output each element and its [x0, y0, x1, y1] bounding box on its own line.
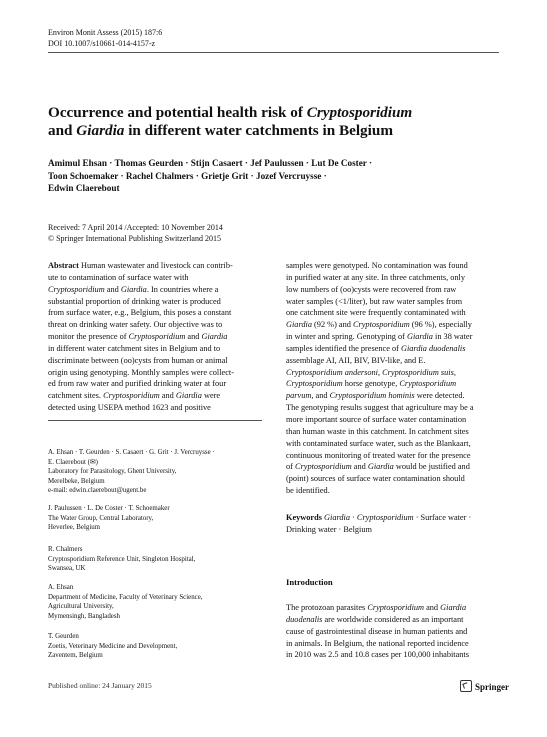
text-line: be identified.	[286, 486, 330, 496]
affiliation-line: Agricultural University,	[48, 603, 114, 611]
abstract-right	[286, 260, 500, 536]
affiliation-block	[48, 504, 262, 533]
introduction-text	[286, 602, 500, 661]
article-title: Occurrence and potential health risk of Cryptosporidium and Giardia in different water catchments in Belgium	[48, 104, 413, 139]
published-online: Published online: 24 January 2015	[48, 681, 152, 690]
text-line: Cryptosporidium horse genotype, Cryptosporidium	[286, 379, 457, 389]
keywords-label: Keywords	[286, 512, 322, 522]
text-line: Cryptosporidium andersoni, Cryptosporidium suis,	[286, 367, 456, 377]
text-line: (point) sources of surface water contamination should	[286, 474, 465, 484]
text-line: in 2010 was 2.5 and 10.8 cases per 100,000 inhabitants	[286, 650, 469, 660]
publisher-name: Springer	[475, 682, 510, 692]
authors-line: Toon Schoemaker · Rachel Chalmers · Grietje Grit · Jozef Vercruysse ·	[48, 170, 327, 181]
author-list	[48, 157, 468, 195]
keywords-line: Drinking water · Belgium	[286, 524, 372, 534]
affiliation-line: Heverlee, Belgium	[48, 524, 101, 532]
affiliation-line: A. Ehsan	[48, 584, 74, 591]
text-line: cause of gastrointestinal disease in human patients and	[286, 626, 468, 636]
affiliation-line: E. Claerebout (✉)	[48, 458, 98, 466]
copyright: © Springer International Publishing Switzerland 2015	[48, 234, 221, 243]
text-line: Cryptosporidium and Giardia. In countries where a	[48, 284, 219, 294]
text-line: discriminate between (oo)cysts from human or animal	[48, 355, 228, 365]
text-line: with contaminated surface water, such as the Blankaart,	[286, 438, 471, 448]
text-line: The protozoan parasites Cryptosporidium and Giardia	[286, 603, 467, 612]
affiliation-line: e-mail: edwin.claerebout@ugent.be	[48, 487, 147, 495]
text-line: origin using genotyping. Monthly samples were collect-	[48, 367, 234, 377]
springer-logo-icon	[460, 680, 472, 692]
text-line: duodenalis are worldwide considered as an important	[286, 614, 464, 624]
text-line: substantial proportion of drinking water is produced	[48, 296, 221, 306]
abstract-left-lines	[48, 272, 262, 414]
text-line: assemblage AI, AII, BIV, BIV-like, and E.	[286, 355, 426, 365]
text-line: monitor the presence of Cryptosporidium and Giardia	[48, 332, 228, 342]
text-line: more important source of surface water contamination	[286, 414, 467, 424]
affiliation-block	[48, 545, 262, 574]
affiliation-block	[48, 583, 262, 621]
article-dates	[48, 222, 223, 244]
text-line: of Cryptosporidium and Giardia would be justified and	[286, 462, 470, 472]
affiliation-line: Laboratory for Parasitology, Ghent University,	[48, 468, 177, 476]
text-line: threat on drinking water safety. Our objective was to	[48, 320, 223, 330]
abstract-label: Abstract	[48, 261, 79, 270]
publisher-mark	[460, 680, 509, 692]
journal-header	[48, 27, 162, 49]
abstract-line: Abstract Human wastewater and livestock can contrib-	[48, 261, 233, 270]
affiliation-line: A. Ehsan · T. Geurden · S. Casaert · G. Grit · J. Vercruysse ·	[48, 449, 215, 456]
text-line: water samples (<1/liter), but raw water samples from	[286, 296, 463, 306]
text-line: ed from raw water and purified drinking water at four	[48, 379, 227, 389]
affiliation-line: J. Paulussen · L. De Coster · T. Schoemaker	[48, 505, 170, 512]
text-line: in winter and spring. Genotyping of Giardia in 38 water	[286, 332, 473, 342]
affiliation-rule	[48, 420, 262, 421]
abstract-left	[48, 260, 262, 414]
affiliation-line: Merelbeke, Belgium	[48, 477, 105, 485]
authors-line: Edwin Claerebout	[48, 183, 120, 194]
text-line: samples were genotyped. No contamination was found	[286, 261, 468, 270]
affiliation-line: Mymensingh, Bangladesh	[48, 612, 120, 620]
affiliation-block	[48, 448, 262, 496]
text-line: continuous monitoring of treated water for the presence	[286, 450, 471, 460]
abstract-right-lines	[286, 260, 500, 497]
text-line: ute to contamination of surface water with	[48, 272, 189, 282]
text-line: samples identified the presence of Giardia duodenalis	[286, 343, 466, 353]
affiliation-line: T. Geurden	[48, 633, 79, 640]
text-line: Giardia (92 %) and Cryptosporidium (96 %), especially	[286, 320, 472, 330]
affiliation-line: Swansea, UK	[48, 565, 86, 573]
authors-line: Amimul Ehsan · Thomas Geurden · Stijn Casaert · Jef Paulussen · Lut De Coster ·	[48, 158, 373, 168]
header-rule	[48, 52, 499, 53]
affiliation-line: Zoetis, Veterinary Medicine and Development,	[48, 642, 178, 650]
keywords-line: Keywords Giardia · Cryptosporidium · Surface water ·	[286, 512, 472, 522]
affiliation-line: Cryptosporidium Reference Unit, Singleton Hospital,	[48, 555, 196, 563]
affiliation-block	[48, 632, 262, 661]
text-line: than human waste in this catchment. In catchment sites	[286, 426, 469, 436]
introduction-heading: Introduction	[286, 577, 333, 587]
received-accepted: Received: 7 April 2014 /Accepted: 10 November 2014	[48, 223, 223, 232]
affiliation-line: Zaventem, Belgium	[48, 652, 103, 660]
text-line: one catchment site were frequently contaminated with	[286, 308, 466, 318]
text-line: low numbers of (oo)cysts were recovered from raw	[286, 284, 457, 294]
text-line: detected using USEPA method 1623 and positive	[48, 403, 211, 413]
text-line: catchment sites. Cryptosporidium and Giardia were	[48, 391, 221, 401]
text-line: in different water catchment sites in Belgium and to	[48, 343, 221, 353]
text-line: from surface water, e.g., Belgium, this poses a constant	[48, 308, 232, 318]
journal-citation: Environ Monit Assess (2015) 187:6	[48, 28, 163, 37]
text-line: in animals. In Belgium, the national reported incidence	[286, 638, 469, 648]
text-line: parvum, and Cryptosporidium hominis were detected.	[286, 391, 465, 401]
text-line: The genotyping results suggest that agriculture may be a	[286, 403, 474, 413]
affiliation-line: Department of Medicine, Faculty of Veterinary Science,	[48, 593, 203, 601]
affiliation-line: The Water Group, Central Laboratory,	[48, 514, 154, 522]
doi: DOI 10.1007/s10661-014-4157-z	[48, 39, 156, 48]
affiliation-line: R. Chalmers	[48, 546, 83, 553]
text-line: in purified water at any site. In three catchments, only	[286, 272, 466, 282]
